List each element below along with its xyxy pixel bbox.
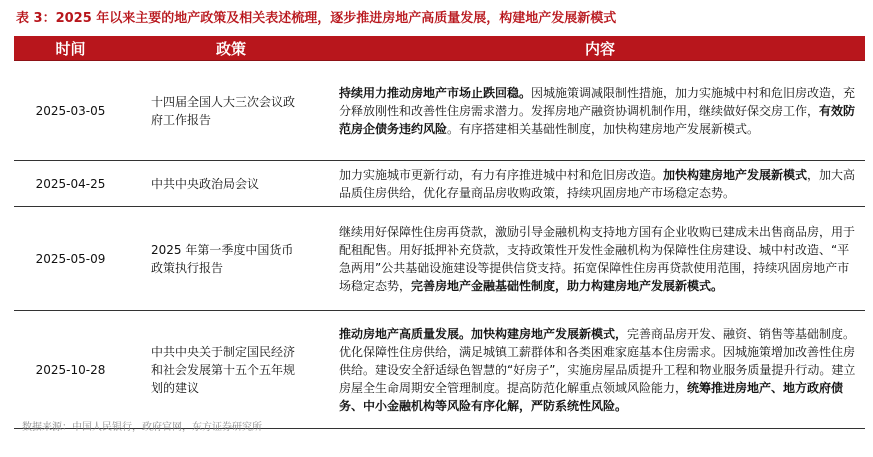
content-text: 因城施策调减限制性措施，加力实施城中村和危旧房改造，充分释放刚性和改善性住房需求潜力。发挥房地产融资协调机制作用，继续做好保交房工作， — [339, 85, 856, 118]
header-time: 时间 — [14, 36, 127, 61]
content-text: 。有序搭建相关基础性制度，加快构建房地产发展新模式。 — [447, 121, 760, 136]
row-content — [335, 161, 865, 207]
content-emphasis: 完善房地产金融基础性制度，助力构建房地产发展新模式。 — [411, 278, 724, 293]
table-title: 表 3：2025 年以来主要的地产政策及相关表述梳理，逐步推进房地产高质量发展，构建地产发展新模式 — [16, 11, 617, 26]
row-content — [335, 61, 865, 161]
row-content — [335, 311, 865, 429]
content-emphasis: 加快构建房地产发展新模式 — [663, 167, 808, 182]
content-text: 完善商品房开发、融资、销售等基础制度。优化保障性住房供给，满足城镇工薪群体和各类困难家庭基本住房需求。因城施策增加改善性住房供给。建设安全舒适绿色智慧的“好房子”，实施房屋品质提升工程和物业服务质量提升行动。建立房屋全生命周期安全管理制度。提高防范化解重点领域风险能力， — [339, 326, 856, 395]
header-policy: 政策 — [127, 36, 335, 61]
row-policy: 中共中央关于制定国民经济和社会发展第十五个五年规划的建议 — [127, 311, 335, 429]
content-text: 继续用好保障性住房再贷款，激励引导金融机构支持地方国有企业收购已建成未出售商品房，用于配租配售。用好抵押补充贷款，支持政策性开发性金融机构为保障性住房建设、城中村改造、“平急两用”公共基础设施建设等提供信贷支持。拓宽保障性住房再贷款使用范围，持续巩固房地产市场稳定态势， — [339, 224, 856, 293]
table-header-row — [14, 36, 865, 61]
content-emphasis: 有效防范房企债务违约风险 — [339, 103, 856, 136]
row-date: 2025-03-05 — [14, 61, 127, 161]
content-text: 加力实施城市更新行动，有力有序推进城中村和危旧房改造。 — [339, 167, 664, 182]
content-emphasis: 持续用力推动房地产市场止跌回稳。 — [339, 85, 532, 100]
row-content — [335, 207, 865, 311]
content-emphasis: 统筹推进房地产、地方政府债务、中小金融机构等风险有序化解，严防系统性风险。 — [339, 380, 844, 413]
policy-table — [14, 36, 865, 429]
row-policy: 2025 年第一季度中国货币政策执行报告 — [127, 207, 335, 311]
row-policy: 十四届全国人大三次会议政府工作报告 — [127, 61, 335, 161]
table-row — [14, 161, 865, 207]
row-date: 2025-10-28 — [14, 311, 127, 429]
source-note: 数据来源：中国人民银行，政府官网，东方证券研究所 — [22, 422, 262, 433]
table-row — [14, 207, 865, 311]
row-date: 2025-05-09 — [14, 207, 127, 311]
table-row — [14, 61, 865, 161]
content-text: ，加大高品质住房供给，优化存量商品房收购政策，持续巩固房地产市场稳定态势。 — [339, 167, 856, 200]
row-date: 2025-04-25 — [14, 161, 127, 207]
row-policy: 中共中央政治局会议 — [127, 161, 335, 207]
table-row — [14, 311, 865, 429]
header-content: 内容 — [335, 36, 865, 61]
content-emphasis: 推动房地产高质量发展。加快构建房地产发展新模式， — [339, 326, 628, 341]
